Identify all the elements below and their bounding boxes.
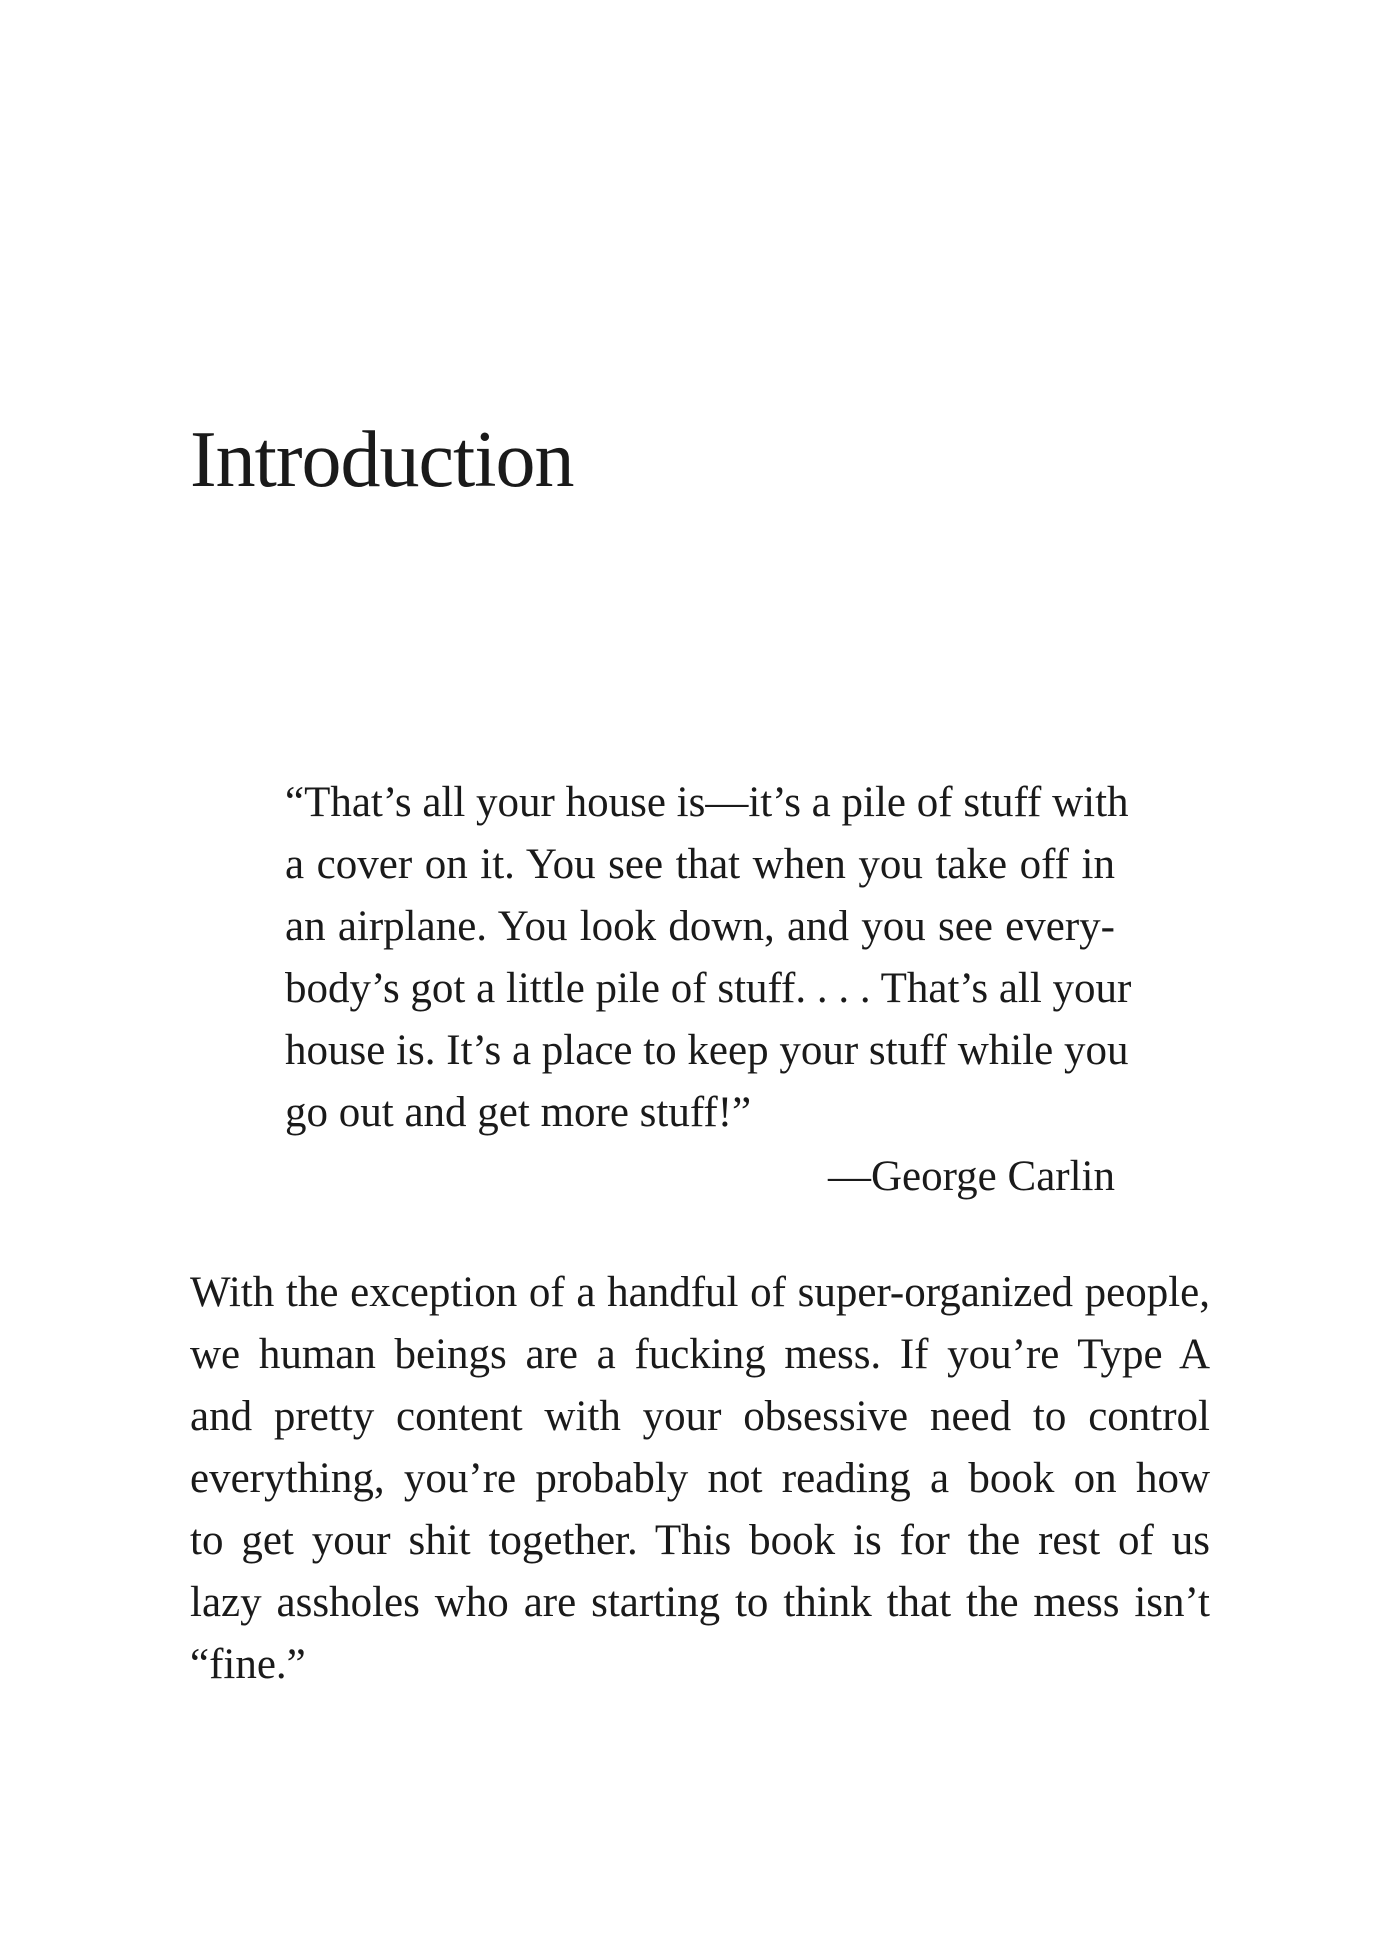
epigraph-attribution: —George Carlin bbox=[828, 1153, 1115, 1200]
epigraph-line: an airplane. You look down, and you see every- bbox=[285, 903, 1115, 950]
epigraph-line: go out and get more stuff!” bbox=[285, 1089, 752, 1136]
epigraph-line: house is. It’s a place to keep your stuff while you bbox=[285, 1027, 1129, 1074]
body-line: we human beings are a fucking mess. If you’re Type A bbox=[190, 1331, 1210, 1378]
epigraph-quote bbox=[285, 772, 1132, 1208]
body-line: “fine.” bbox=[190, 1641, 306, 1688]
body-line: everything, you’re probably not reading a book on how bbox=[190, 1455, 1210, 1502]
body-paragraph bbox=[190, 1262, 1210, 1696]
body-line: lazy assholes who are starting to think that the mess isn’t bbox=[190, 1579, 1210, 1626]
epigraph-line: a cover on it. You see that when you take off in bbox=[285, 841, 1115, 888]
body-line: and pretty content with your obsessive need to control bbox=[190, 1393, 1210, 1440]
epigraph-line: body’s got a little pile of stuff. . . . That’s all your bbox=[285, 965, 1132, 1012]
epigraph-line: “That’s all your house is—it’s a pile of stuff with bbox=[285, 779, 1129, 826]
body-line: to get your shit together. This book is for the rest of us bbox=[190, 1517, 1210, 1564]
body-line: With the exception of a handful of super-organized people, bbox=[190, 1269, 1210, 1316]
chapter-title: Introduction bbox=[190, 416, 574, 504]
